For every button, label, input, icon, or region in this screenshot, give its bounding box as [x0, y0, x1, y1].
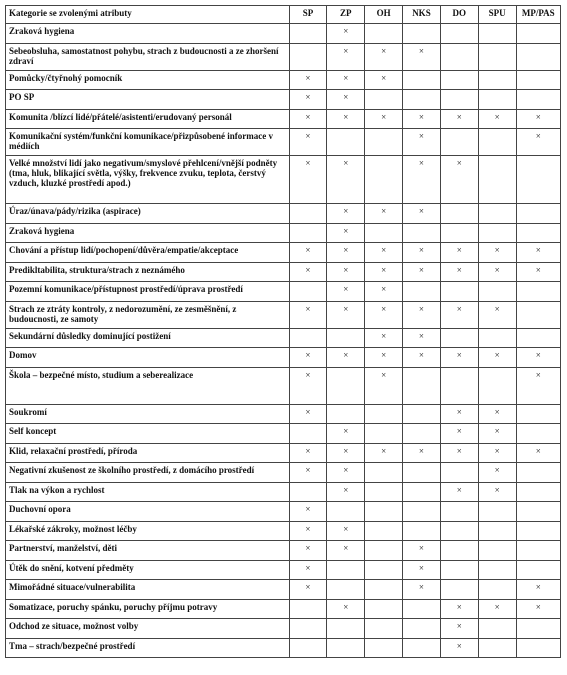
mark-cell-do [440, 223, 478, 243]
row-category-label: Komunita /blízcí lidé/přátelé/asistenti/erudovaný personál [6, 109, 290, 129]
row-category-label: Mimořádné situace/vulnerabilita [6, 580, 290, 600]
mark-cell-mp-pas [516, 424, 560, 444]
mark-cell-zp: × [327, 156, 365, 204]
table-row [6, 129, 561, 156]
row-category-label: Strach ze ztráty kontroly, z nedorozumění, ze zesměšnění, z budoucnosti, ze samoty [6, 301, 290, 328]
mark-cell-do: × [440, 156, 478, 204]
mark-cell-spu [478, 580, 516, 600]
table-row [6, 638, 561, 658]
mark-cell-mp-pas [516, 502, 560, 522]
mark-cell-nks [403, 404, 441, 424]
row-category-label: Velké množství lidí jako negativum/smyslové přehlcení/vnější podněty (tma, hluk, blikající světla, výšky, frekvence zvuku, teplota, čerstvý vzduch, kluzké prostředí apod.) [6, 156, 290, 204]
mark-cell-oh: × [365, 262, 403, 282]
mark-cell-oh: × [365, 243, 403, 263]
mark-cell-zp: × [327, 109, 365, 129]
mark-cell-spu [478, 560, 516, 580]
row-category-label: Partnerství, manželství, děti [6, 541, 290, 561]
table-body [6, 24, 561, 658]
mark-cell-spu [478, 541, 516, 561]
mark-cell-sp: × [289, 301, 327, 328]
mark-cell-nks [403, 463, 441, 483]
mark-cell-nks: × [403, 204, 441, 224]
row-category-label: Odchod ze situace, možnost volby [6, 619, 290, 639]
mark-cell-mp-pas [516, 463, 560, 483]
mark-cell-spu [478, 502, 516, 522]
mark-cell-nks: × [403, 348, 441, 368]
mark-cell-mp-pas [516, 541, 560, 561]
mark-cell-spu [478, 70, 516, 90]
mark-cell-nks: × [403, 541, 441, 561]
attributes-table [5, 5, 561, 658]
table-row [6, 223, 561, 243]
mark-cell-nks: × [403, 129, 441, 156]
mark-cell-oh: × [365, 109, 403, 129]
mark-cell-sp: × [289, 580, 327, 600]
mark-cell-zp: × [327, 243, 365, 263]
mark-cell-oh [365, 482, 403, 502]
mark-cell-nks [403, 282, 441, 302]
table-row [6, 521, 561, 541]
mark-cell-zp: × [327, 24, 365, 44]
mark-cell-mp-pas: × [516, 262, 560, 282]
mark-cell-nks: × [403, 156, 441, 204]
mark-cell-spu [478, 282, 516, 302]
mark-cell-zp: × [327, 90, 365, 110]
mark-cell-spu: × [478, 482, 516, 502]
table-row [6, 482, 561, 502]
mark-cell-zp [327, 638, 365, 658]
mark-cell-sp: × [289, 156, 327, 204]
mark-cell-do [440, 90, 478, 110]
row-category-label: Lékařské zákroky, možnost léčby [6, 521, 290, 541]
mark-cell-do: × [440, 619, 478, 639]
mark-cell-spu: × [478, 443, 516, 463]
mark-cell-do [440, 502, 478, 522]
header-col-do: DO [440, 6, 478, 24]
mark-cell-nks [403, 367, 441, 404]
table-row [6, 43, 561, 70]
mark-cell-nks: × [403, 301, 441, 328]
mark-cell-nks [403, 619, 441, 639]
mark-cell-mp-pas [516, 43, 560, 70]
mark-cell-do: × [440, 443, 478, 463]
mark-cell-sp: × [289, 443, 327, 463]
mark-cell-do: × [440, 482, 478, 502]
mark-cell-sp: × [289, 348, 327, 368]
mark-cell-nks [403, 521, 441, 541]
mark-cell-spu: × [478, 348, 516, 368]
mark-cell-oh: × [365, 70, 403, 90]
table-row [6, 156, 561, 204]
mark-cell-mp-pas: × [516, 367, 560, 404]
mark-cell-zp [327, 404, 365, 424]
row-category-label: Soukromí [6, 404, 290, 424]
header-col-nks: NKS [403, 6, 441, 24]
mark-cell-oh: × [365, 443, 403, 463]
mark-cell-sp: × [289, 560, 327, 580]
mark-cell-oh: × [365, 367, 403, 404]
mark-cell-spu [478, 367, 516, 404]
table-row [6, 560, 561, 580]
header-col-sp: SP [289, 6, 327, 24]
row-category-label: Komunikační systém/funkční komunikace/přizpůsobené informace v médiích [6, 129, 290, 156]
mark-cell-nks [403, 70, 441, 90]
mark-cell-mp-pas: × [516, 109, 560, 129]
mark-cell-mp-pas: × [516, 243, 560, 263]
table-row [6, 301, 561, 328]
mark-cell-do [440, 580, 478, 600]
mark-cell-nks: × [403, 43, 441, 70]
mark-cell-oh [365, 541, 403, 561]
header-col-oh: OH [365, 6, 403, 24]
mark-cell-spu [478, 204, 516, 224]
mark-cell-zp [327, 367, 365, 404]
row-category-label: Tlak na výkon a rychlost [6, 482, 290, 502]
mark-cell-zp: × [327, 521, 365, 541]
mark-cell-mp-pas [516, 70, 560, 90]
mark-cell-zp: × [327, 541, 365, 561]
mark-cell-zp: × [327, 463, 365, 483]
mark-cell-zp: × [327, 43, 365, 70]
mark-cell-nks [403, 482, 441, 502]
mark-cell-nks [403, 502, 441, 522]
mark-cell-zp [327, 580, 365, 600]
mark-cell-sp: × [289, 109, 327, 129]
mark-cell-sp [289, 424, 327, 444]
mark-cell-sp: × [289, 463, 327, 483]
mark-cell-mp-pas [516, 156, 560, 204]
mark-cell-oh [365, 424, 403, 444]
mark-cell-zp: × [327, 70, 365, 90]
mark-cell-do [440, 367, 478, 404]
mark-cell-zp: × [327, 301, 365, 328]
row-category-label: Klid, relaxační prostředí, příroda [6, 443, 290, 463]
mark-cell-spu [478, 129, 516, 156]
mark-cell-oh [365, 638, 403, 658]
mark-cell-spu [478, 223, 516, 243]
mark-cell-oh [365, 580, 403, 600]
mark-cell-spu: × [478, 404, 516, 424]
mark-cell-mp-pas: × [516, 129, 560, 156]
mark-cell-zp [327, 560, 365, 580]
mark-cell-zp: × [327, 443, 365, 463]
mark-cell-oh [365, 223, 403, 243]
mark-cell-zp: × [327, 204, 365, 224]
mark-cell-nks: × [403, 243, 441, 263]
mark-cell-mp-pas: × [516, 348, 560, 368]
table-row [6, 109, 561, 129]
mark-cell-mp-pas: × [516, 599, 560, 619]
table-row [6, 599, 561, 619]
row-category-label: Tma – strach/bezpečné prostředí [6, 638, 290, 658]
mark-cell-sp [289, 599, 327, 619]
mark-cell-sp: × [289, 129, 327, 156]
table-row [6, 619, 561, 639]
mark-cell-nks: × [403, 109, 441, 129]
mark-cell-oh [365, 619, 403, 639]
table-row [6, 204, 561, 224]
mark-cell-sp [289, 619, 327, 639]
mark-cell-do [440, 43, 478, 70]
mark-cell-spu [478, 328, 516, 348]
mark-cell-oh: × [365, 301, 403, 328]
mark-cell-mp-pas [516, 90, 560, 110]
header-row [6, 6, 561, 24]
mark-cell-nks: × [403, 262, 441, 282]
mark-cell-oh [365, 156, 403, 204]
table-row [6, 348, 561, 368]
mark-cell-spu [478, 156, 516, 204]
table-row [6, 404, 561, 424]
mark-cell-sp: × [289, 243, 327, 263]
mark-cell-zp: × [327, 262, 365, 282]
mark-cell-oh: × [365, 204, 403, 224]
table-row [6, 282, 561, 302]
mark-cell-nks [403, 599, 441, 619]
mark-cell-zp [327, 502, 365, 522]
mark-cell-zp [327, 328, 365, 348]
mark-cell-do: × [440, 599, 478, 619]
mark-cell-spu [478, 43, 516, 70]
mark-cell-mp-pas [516, 560, 560, 580]
table-row [6, 70, 561, 90]
mark-cell-do [440, 24, 478, 44]
mark-cell-oh [365, 90, 403, 110]
row-category-label: Negativní zkušenost ze školního prostředí, z domácího prostředí [6, 463, 290, 483]
mark-cell-spu [478, 521, 516, 541]
mark-cell-do: × [440, 348, 478, 368]
mark-cell-oh: × [365, 282, 403, 302]
mark-cell-sp: × [289, 90, 327, 110]
row-category-label: Domov [6, 348, 290, 368]
mark-cell-spu: × [478, 599, 516, 619]
table-row [6, 580, 561, 600]
mark-cell-nks: × [403, 443, 441, 463]
mark-cell-spu [478, 90, 516, 110]
table-row [6, 90, 561, 110]
row-category-label: Sekundární důsledky dominující postižení [6, 328, 290, 348]
mark-cell-nks [403, 223, 441, 243]
mark-cell-mp-pas [516, 301, 560, 328]
mark-cell-sp: × [289, 541, 327, 561]
row-category-label: PO SP [6, 90, 290, 110]
table-row [6, 24, 561, 44]
table-row [6, 243, 561, 263]
mark-cell-spu [478, 619, 516, 639]
mark-cell-do: × [440, 109, 478, 129]
mark-cell-nks [403, 24, 441, 44]
mark-cell-sp: × [289, 502, 327, 522]
mark-cell-sp [289, 638, 327, 658]
table-row [6, 502, 561, 522]
mark-cell-do: × [440, 424, 478, 444]
mark-cell-do [440, 282, 478, 302]
mark-cell-spu: × [478, 262, 516, 282]
table-row [6, 443, 561, 463]
mark-cell-sp: × [289, 262, 327, 282]
mark-cell-mp-pas [516, 482, 560, 502]
mark-cell-sp [289, 24, 327, 44]
mark-cell-oh [365, 502, 403, 522]
row-category-label: Zraková hygiena [6, 223, 290, 243]
mark-cell-mp-pas [516, 24, 560, 44]
mark-cell-do [440, 541, 478, 561]
mark-cell-zp: × [327, 282, 365, 302]
mark-cell-do [440, 204, 478, 224]
mark-cell-mp-pas [516, 223, 560, 243]
mark-cell-do: × [440, 243, 478, 263]
mark-cell-nks: × [403, 328, 441, 348]
mark-cell-do: × [440, 638, 478, 658]
header-col-spu: SPU [478, 6, 516, 24]
mark-cell-mp-pas: × [516, 580, 560, 600]
mark-cell-oh: × [365, 348, 403, 368]
row-category-label: Úraz/únava/pády/rizika (aspirace) [6, 204, 290, 224]
table-row [6, 262, 561, 282]
mark-cell-oh [365, 463, 403, 483]
table-row [6, 541, 561, 561]
mark-cell-do: × [440, 262, 478, 282]
mark-cell-spu: × [478, 424, 516, 444]
header-col-zp: ZP [327, 6, 365, 24]
mark-cell-zp [327, 619, 365, 639]
mark-cell-spu: × [478, 463, 516, 483]
mark-cell-zp: × [327, 348, 365, 368]
mark-cell-spu: × [478, 109, 516, 129]
header-category-label: Kategorie se zvolenými atributy [6, 6, 290, 24]
mark-cell-oh [365, 560, 403, 580]
mark-cell-mp-pas: × [516, 443, 560, 463]
mark-cell-oh: × [365, 43, 403, 70]
mark-cell-mp-pas [516, 282, 560, 302]
mark-cell-spu: × [478, 301, 516, 328]
mark-cell-sp [289, 204, 327, 224]
mark-cell-do [440, 70, 478, 90]
mark-cell-oh [365, 521, 403, 541]
row-category-label: Predikltabilita, struktura/strach z neznámého [6, 262, 290, 282]
mark-cell-oh [365, 599, 403, 619]
mark-cell-mp-pas [516, 521, 560, 541]
mark-cell-spu [478, 638, 516, 658]
row-category-label: Chování a přístup lidí/pochopení/důvěra/empatie/akceptace [6, 243, 290, 263]
mark-cell-do [440, 463, 478, 483]
mark-cell-oh [365, 129, 403, 156]
mark-cell-zp: × [327, 482, 365, 502]
mark-cell-sp [289, 328, 327, 348]
mark-cell-sp: × [289, 521, 327, 541]
mark-cell-sp [289, 43, 327, 70]
mark-cell-oh: × [365, 328, 403, 348]
mark-cell-sp [289, 223, 327, 243]
mark-cell-sp: × [289, 70, 327, 90]
row-category-label: Zraková hygiena [6, 24, 290, 44]
mark-cell-do: × [440, 404, 478, 424]
header-col-mp-pas: MP/PAS [516, 6, 560, 24]
mark-cell-spu [478, 24, 516, 44]
mark-cell-nks [403, 638, 441, 658]
mark-cell-nks: × [403, 580, 441, 600]
mark-cell-mp-pas [516, 328, 560, 348]
table-row [6, 424, 561, 444]
mark-cell-do [440, 560, 478, 580]
mark-cell-sp: × [289, 367, 327, 404]
mark-cell-nks: × [403, 560, 441, 580]
mark-cell-do [440, 129, 478, 156]
row-category-label: Sebeobsluha, samostatnost pohybu, strach z budoucnosti a ze zhoršení zdraví [6, 43, 290, 70]
row-category-label: Pomůcky/čtyřnohý pomocník [6, 70, 290, 90]
row-category-label: Škola – bezpečné místo, studium a seberealizace [6, 367, 290, 404]
mark-cell-sp [289, 282, 327, 302]
row-category-label: Self koncept [6, 424, 290, 444]
table-row [6, 463, 561, 483]
mark-cell-do [440, 521, 478, 541]
mark-cell-zp: × [327, 599, 365, 619]
row-category-label: Útěk do snění, kotvení předměty [6, 560, 290, 580]
mark-cell-spu: × [478, 243, 516, 263]
mark-cell-oh [365, 404, 403, 424]
table-row [6, 328, 561, 348]
mark-cell-sp [289, 482, 327, 502]
mark-cell-sp: × [289, 404, 327, 424]
mark-cell-do: × [440, 301, 478, 328]
table-row [6, 367, 561, 404]
mark-cell-mp-pas [516, 204, 560, 224]
mark-cell-mp-pas [516, 638, 560, 658]
row-category-label: Pozemní komunikace/přístupnost prostředí/úprava prostředí [6, 282, 290, 302]
mark-cell-zp: × [327, 424, 365, 444]
mark-cell-zp: × [327, 223, 365, 243]
row-category-label: Somatizace, poruchy spánku, poruchy příjmu potravy [6, 599, 290, 619]
row-category-label: Duchovní opora [6, 502, 290, 522]
mark-cell-oh [365, 24, 403, 44]
mark-cell-do [440, 328, 478, 348]
mark-cell-zp [327, 129, 365, 156]
mark-cell-nks [403, 90, 441, 110]
mark-cell-nks [403, 424, 441, 444]
mark-cell-mp-pas [516, 619, 560, 639]
mark-cell-mp-pas [516, 404, 560, 424]
